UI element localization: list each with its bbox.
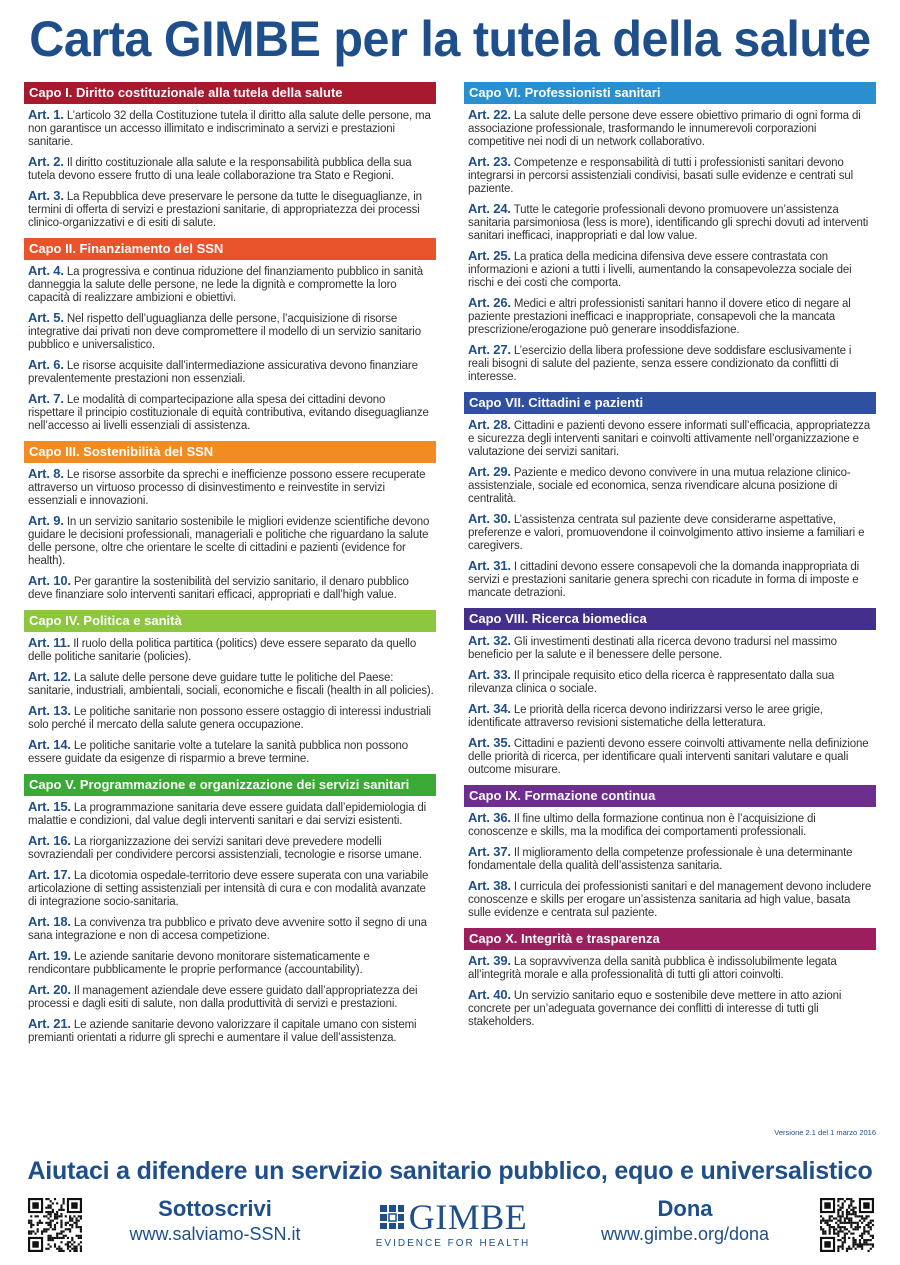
chapter-section bbox=[24, 774, 436, 1045]
article bbox=[24, 155, 436, 183]
article-number: Art. 25. bbox=[468, 248, 511, 263]
article-number: Art. 21. bbox=[28, 1016, 71, 1031]
article-text: Per garantire la sostenibilità del servizio sanitario, il denaro pubblico deve finanziare solo interventi sanitari efficaci, appropriati e dall’high value. bbox=[28, 576, 409, 601]
article bbox=[464, 879, 876, 920]
article-text: Il fine ultimo della formazione continua non è l’acquisizione di conoscenze e skills, ma la modifica dei comportamenti professionali. bbox=[468, 813, 816, 838]
article bbox=[24, 1017, 436, 1045]
article bbox=[464, 155, 876, 196]
article-number: Art. 6. bbox=[28, 357, 64, 372]
article-text: Il management aziendale deve essere guidato dall’appropriatezza dei processi e dagli esiti di salute, non dalla produttività di servizi e prestazioni. bbox=[28, 985, 418, 1010]
article bbox=[24, 108, 436, 149]
chapter-section bbox=[24, 441, 436, 602]
gimbe-logo-mark-icon bbox=[379, 1204, 405, 1230]
article bbox=[464, 296, 876, 337]
article bbox=[464, 845, 876, 873]
article bbox=[24, 868, 436, 909]
article bbox=[464, 108, 876, 149]
article-text: Il ruolo della politica partitica (politics) deve essere separato da quello delle politiche sanitarie (policies). bbox=[28, 638, 417, 663]
chapter-heading: Capo IX. Formazione continua bbox=[464, 785, 876, 807]
article-text: Medici e altri professionisti sanitari hanno il dovere etico di negare al paziente prestazioni inefficaci e inappropriate, consapevoli che la mancata prescrizione/erogazione può generare insoddisfazione. bbox=[468, 298, 851, 336]
article-number: Art. 13. bbox=[28, 703, 71, 718]
article-number: Art. 1. bbox=[28, 107, 64, 122]
article bbox=[24, 834, 436, 862]
chapter-section bbox=[24, 238, 436, 433]
article-number: Art. 15. bbox=[28, 799, 71, 814]
article-number: Art. 33. bbox=[468, 667, 511, 682]
article bbox=[464, 418, 876, 459]
article-number: Art. 3. bbox=[28, 188, 64, 203]
left-column bbox=[24, 82, 436, 1053]
article-text: La progressiva e continua riduzione del finanziamento pubblico in sanità danneggia la salute delle persone, ne lede la dignità e compromette la loro capacità di realizzare ambizioni e obiettivi. bbox=[28, 266, 423, 304]
article-number: Art. 29. bbox=[468, 464, 511, 479]
chapter-section bbox=[464, 608, 876, 777]
article-text: Le risorse acquisite dall’intermediazione assicurativa devono finanziare prevalentemente prestazioni non essenziali. bbox=[28, 360, 418, 385]
chapter-heading: Capo VI. Professionisti sanitari bbox=[464, 82, 876, 104]
qr-code-icon[interactable] bbox=[820, 1198, 874, 1252]
article bbox=[464, 736, 876, 777]
article bbox=[464, 811, 876, 839]
article bbox=[24, 949, 436, 977]
article bbox=[464, 249, 876, 290]
article-number: Art. 35. bbox=[468, 735, 511, 750]
logo-wordmark: GIMBE bbox=[408, 1197, 528, 1237]
article-number: Art. 18. bbox=[28, 914, 71, 929]
sign-heading: Sottoscrivi bbox=[158, 1196, 272, 1221]
chapter-heading: Capo X. Integrità e trasparenza bbox=[464, 928, 876, 950]
article-text: Il miglioramento della competenze professionale è una determinante fondamentale della qualità dell’assistenza sanitaria. bbox=[468, 847, 853, 872]
article-text: Il principale requisito etico della ricerca è rappresentato dalla sua rilevanza clinica o sociale. bbox=[468, 670, 835, 695]
article-text: Paziente e medico devono convivere in una mutua relazione clinico-assistenziale, sociale ed economica, senza rivendicare alcuna posizione di centralità. bbox=[468, 467, 851, 505]
article bbox=[464, 202, 876, 243]
article-text: In un servizio sanitario sostenibile le migliori evidenze scientifiche devono guidare le decisioni professionali, manageriali e politiche che riguardano la salute delle persone, oltre che orientare le scelte di cittadini e pazienti (evidence for health). bbox=[28, 516, 430, 567]
article bbox=[464, 559, 876, 600]
article bbox=[24, 311, 436, 352]
article-number: Art. 30. bbox=[468, 511, 511, 526]
chapter-heading: Capo IV. Politica e sanità bbox=[24, 610, 436, 632]
article bbox=[24, 189, 436, 230]
article-number: Art. 38. bbox=[468, 878, 511, 893]
article-number: Art. 32. bbox=[468, 633, 511, 648]
gimbe-logo bbox=[375, 1198, 531, 1256]
article bbox=[464, 465, 876, 506]
article-text: La salute delle persone deve essere obiettivo primario di ogni forma di associazione professionale, trasformando le innumerevoli corporazioni competitive nei nodi di un network collaborativo. bbox=[468, 110, 861, 148]
article bbox=[464, 668, 876, 696]
article-text: Nel rispetto dell’uguaglianza delle persone, l’acquisizione di risorse integrative dai privati non deve compromettere il modello di un servizio sanitario pubblico e universalistico. bbox=[28, 313, 421, 351]
chapter-heading: Capo VIII. Ricerca biomedica bbox=[464, 608, 876, 630]
article bbox=[24, 915, 436, 943]
article-text: Le modalità di compartecipazione alla spesa dei cittadini devono rispettare il principio costituzionale di equità contributiva, evitando diseguaglianze nell’accesso ai livelli essenziali di assistenza. bbox=[28, 394, 429, 432]
chapter-section bbox=[464, 928, 876, 1029]
article bbox=[464, 988, 876, 1029]
chapter-section bbox=[24, 82, 436, 230]
article-text: La programmazione sanitaria deve essere guidata dall’epidemiologia di malattie e condizioni, dal value degli interventi sanitari e dai servizi esistenti. bbox=[28, 802, 427, 827]
article-text: La salute delle persone deve guidare tutte le politiche del Paese: sanitarie, industriali, ambientali, sociali, economiche e fiscali (health in all policies). bbox=[28, 672, 434, 697]
article-text: Tutte le categorie professionali devono promuovere un’assistenza sanitaria parsimoniosa (less is more), identificando gli sprechi dovuti ad interventi sanitari inefficaci, inappropriati e dal low value. bbox=[468, 204, 869, 242]
logo-tagline: EVIDENCE FOR HEALTH bbox=[375, 1238, 531, 1249]
chapter-heading: Capo III. Sostenibilità del SSN bbox=[24, 441, 436, 463]
chapter-heading: Capo II. Finanziamento del SSN bbox=[24, 238, 436, 260]
article bbox=[24, 264, 436, 305]
chapter-section bbox=[24, 610, 436, 766]
article-number: Art. 24. bbox=[468, 201, 511, 216]
sign-link[interactable]: www.salviamo-SSN.it bbox=[129, 1224, 301, 1244]
sign-block bbox=[110, 1196, 320, 1246]
version-note: Versione 2.1 del 1 marzo 2016 bbox=[774, 1128, 876, 1137]
article-text: Gli investimenti destinati alla ricerca devono tradursi nel massimo beneficio per la salute e il benessere delle persone. bbox=[468, 636, 837, 661]
article-number: Art. 39. bbox=[468, 953, 511, 968]
article-number: Art. 17. bbox=[28, 867, 71, 882]
article-number: Art. 23. bbox=[468, 154, 511, 169]
footer bbox=[0, 1196, 900, 1260]
article bbox=[24, 800, 436, 828]
article-number: Art. 8. bbox=[28, 466, 64, 481]
article-text: Il diritto costituzionale alla salute e la responsabilità pubblica della sua tutela devono essere frutto di una leale collaborazione tra Stato e Regioni. bbox=[28, 157, 412, 182]
article-number: Art. 27. bbox=[468, 342, 511, 357]
article bbox=[24, 983, 436, 1011]
article bbox=[24, 358, 436, 386]
article-number: Art. 22. bbox=[468, 107, 511, 122]
article-text: La sopravvivenza della sanità pubblica è indissolubilmente legata all’integrità morale e alla professionalità di tutti gli attori coinvolti. bbox=[468, 956, 837, 981]
article-text: I cittadini devono essere consapevoli che la domanda inappropriata di servizi e prestazioni sanitarie genera sprechi con ricadute in forma di imposte e mancate detrazioni. bbox=[468, 561, 860, 599]
donate-link[interactable]: www.gimbe.org/dona bbox=[600, 1224, 770, 1244]
article bbox=[24, 670, 436, 698]
article bbox=[24, 392, 436, 433]
article-text: La Repubblica deve preservare le persone da tutte le diseguaglianze, in termini di offerta di servizi e prestazioni sanitarie, di appropriatezza dei processi clinico-organizzativi e di esiti di salute. bbox=[28, 191, 422, 229]
chapter-section bbox=[464, 392, 876, 600]
article-text: Un servizio sanitario equo e sostenibile deve mettere in atto azioni concrete per un’adeguata governance dei conflitti di interesse di tutti gli stakeholders. bbox=[468, 990, 842, 1028]
article-number: Art. 11. bbox=[28, 635, 71, 650]
article-number: Art. 37. bbox=[468, 844, 511, 859]
article-text: Le priorità della ricerca devono indirizzarsi verso le aree grigie, identificate attraverso revisioni sistematiche della letteratura. bbox=[468, 704, 823, 729]
chapter-section bbox=[464, 785, 876, 920]
right-column bbox=[464, 82, 876, 1037]
chapter-section bbox=[464, 82, 876, 384]
article-text: Le aziende sanitarie devono valorizzare il capitale umano con sistemi premianti orientati a ridurre gli sprechi e aumentare il value dell’assistenza. bbox=[28, 1019, 417, 1044]
chapter-heading: Capo VII. Cittadini e pazienti bbox=[464, 392, 876, 414]
donate-heading: Dona bbox=[657, 1196, 713, 1221]
chapter-heading: Capo I. Diritto costituzionale alla tutela della salute bbox=[24, 82, 436, 104]
article-number: Art. 16. bbox=[28, 833, 71, 848]
article-text: La riorganizzazione dei servizi sanitari deve prevedere modelli sovraziendali per condividere percorsi assistenziali, tecnologie e risorse umane. bbox=[28, 836, 422, 861]
article-text: I curricula dei professionisti sanitari e del management devono includere conoscenze e skills per erogare un’assistenza sanitaria ad high value, basata sulle evidenze e centrata sul paziente. bbox=[468, 881, 872, 919]
article-number: Art. 36. bbox=[468, 810, 511, 825]
article bbox=[464, 954, 876, 982]
article-number: Art. 4. bbox=[28, 263, 64, 278]
article-text: L’articolo 32 della Costituzione tutela il diritto alla salute delle persone, ma non garantisce un accesso illimitato e indiscriminato a servizi e prestazioni sanitarie. bbox=[28, 110, 431, 148]
article bbox=[464, 634, 876, 662]
article-text: Competenze e responsabilità di tutti i professionisti sanitari devono integrarsi in percorsi assistenziali condivisi, basati sulle evidenze e centrati sul paziente. bbox=[468, 157, 853, 195]
article-number: Art. 28. bbox=[468, 417, 511, 432]
qr-code-icon[interactable] bbox=[28, 1198, 82, 1252]
page-title: Carta GIMBE per la tutela della salute bbox=[29, 11, 871, 67]
article-number: Art. 34. bbox=[468, 701, 511, 716]
article-text: La pratica della medicina difensiva deve essere contrastata con informazioni e azioni a tutti i livelli, aumentando la consapevolezza sociale dei rischi e dei costi che comporta. bbox=[468, 251, 852, 289]
article bbox=[24, 467, 436, 508]
article-number: Art. 7. bbox=[28, 391, 64, 406]
article-text: Cittadini e pazienti devono essere informati sull’efficacia, appropriatezza e sicurezza degli interventi sanitari e coinvolti attivamente nell’organizzazione e valutazione dei servizi sanitari. bbox=[468, 420, 871, 458]
article-number: Art. 31. bbox=[468, 558, 511, 573]
article-number: Art. 9. bbox=[28, 513, 64, 528]
article-text: L’esercizio della libera professione deve soddisfare esclusivamente i reali bisogni di salute del paziente, senza essere condizionato da conflitti di interesse. bbox=[468, 345, 852, 383]
article-number: Art. 5. bbox=[28, 310, 64, 325]
article bbox=[24, 574, 436, 602]
article-number: Art. 14. bbox=[28, 737, 71, 752]
article-number: Art. 2. bbox=[28, 154, 64, 169]
article-text: La convivenza tra pubblico e privato deve avvenire sotto il segno di una sana integrazione e non di accesa competizione. bbox=[28, 917, 427, 942]
article-text: Le politiche sanitarie non possono essere ostaggio di interessi industriali solo perché il mercato della salute genera occupazione. bbox=[28, 706, 431, 731]
article bbox=[464, 343, 876, 384]
article bbox=[24, 514, 436, 568]
article-text: L’assistenza centrata sul paziente deve considerarne aspettative, preferenze e valori, promuovendone il coinvolgimento attivo insieme a familiari e caregivers. bbox=[468, 514, 865, 552]
article bbox=[464, 702, 876, 730]
article-text: La dicotomia ospedale-territorio deve essere superata con una variabile articolazione di setting assistenziali per intensità di cura e con modalità avanzate di integrazione socio-sanitaria. bbox=[28, 870, 429, 908]
article-text: Le politiche sanitarie volte a tutelare la sanità pubblica non possono essere guidate da esigenze di risparmio a breve termine. bbox=[28, 740, 409, 765]
article-number: Art. 26. bbox=[468, 295, 511, 310]
article-number: Art. 20. bbox=[28, 982, 71, 997]
article-text: Le aziende sanitarie devono monitorare sistematicamente e rendicontare pubblicamente le proprie performance (accountability). bbox=[28, 951, 370, 976]
article bbox=[464, 512, 876, 553]
article-text: Le risorse assorbite da sprechi e inefficienze possono essere recuperate attraverso un virtuoso processo di disinvestimento e reinvestite in servizi essenziali e innovazioni. bbox=[28, 469, 426, 507]
article bbox=[24, 738, 436, 766]
article bbox=[24, 636, 436, 664]
slogan: Aiutaci a difendere un servizio sanitario pubblico, equo e universalistico bbox=[27, 1157, 873, 1185]
donate-block bbox=[585, 1196, 785, 1246]
article-number: Art. 12. bbox=[28, 669, 71, 684]
article bbox=[24, 704, 436, 732]
article-number: Art. 40. bbox=[468, 987, 511, 1002]
article-number: Art. 19. bbox=[28, 948, 71, 963]
chapter-heading: Capo V. Programmazione e organizzazione dei servizi sanitari bbox=[24, 774, 436, 796]
article-text: Cittadini e pazienti devono essere coinvolti attivamente nella definizione delle priorità di ricerca, per identificare quali interventi sanitari valutare e quali outcome misurare. bbox=[468, 738, 869, 776]
article-number: Art. 10. bbox=[28, 573, 71, 588]
